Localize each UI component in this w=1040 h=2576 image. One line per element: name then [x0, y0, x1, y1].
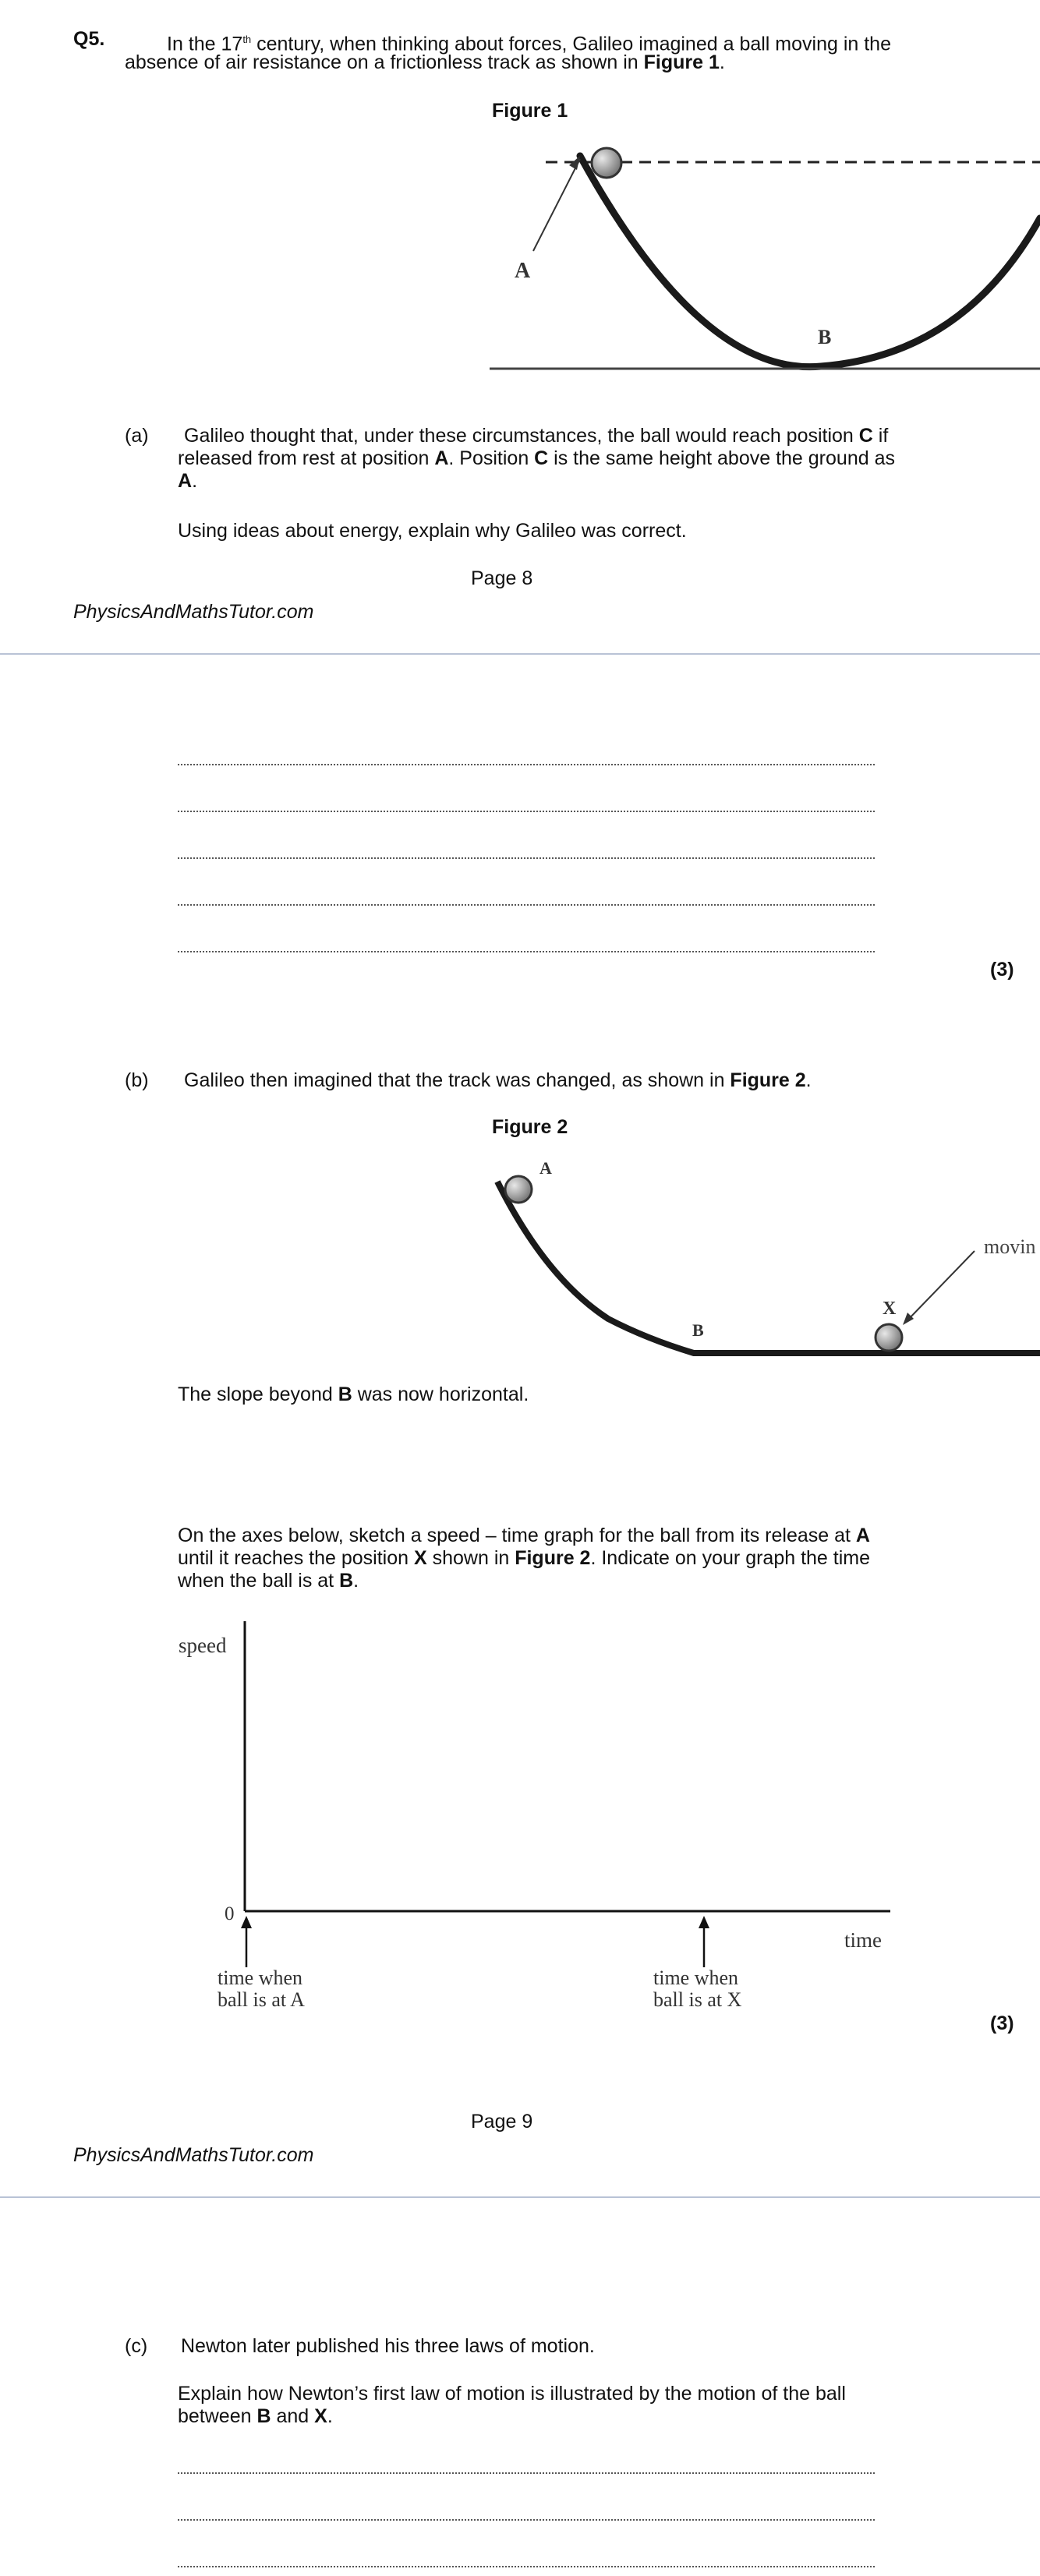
part-b-instruction-line1: On the axes below, sketch a speed – time graph for the ball from its release at A [178, 1525, 870, 1546]
figure2-title: Figure 2 [492, 1116, 568, 1138]
part-c-line2: Explain how Newton’s first law of motion is illustrated by the motion of the ball [178, 2383, 846, 2405]
footer-site-8: PhysicsAndMathsTutor.com [73, 601, 314, 623]
page-number-9: Page 9 [471, 2111, 533, 2133]
part-b-line1: Galileo then imagined that the track was changed, as shown in Figure 2. [184, 1069, 812, 1091]
figure1-label-b: B [818, 326, 832, 348]
x-axis-label: time [844, 1928, 882, 1952]
part-a-instruction: Using ideas about energy, explain why Galileo was correct. [178, 520, 687, 542]
figure2-label-b: B [692, 1320, 704, 1340]
figure1-ball [592, 148, 621, 178]
answer-line[interactable] [178, 904, 875, 906]
figure2-label-a: A [539, 1158, 552, 1178]
figure2-moving-label: movin [984, 1235, 1036, 1258]
part-b-marks: (3) [990, 2012, 1014, 2034]
question-number: Q5. [73, 28, 105, 50]
figure1-title: Figure 1 [492, 100, 568, 122]
answer-line[interactable] [178, 2472, 875, 2474]
marker-arrow-a-head [241, 1916, 252, 1928]
part-b-instruction-line2: until it reaches the position X shown in Figure 2. Indicate on your graph the time [178, 1547, 871, 1569]
part-c-line1: Newton later published his three laws of motion. [181, 2335, 595, 2357]
answer-line[interactable] [178, 951, 875, 952]
footer-site-9: PhysicsAndMathsTutor.com [73, 2144, 314, 2166]
figure2-ball-at-x [876, 1324, 902, 1351]
part-a-line1: Galileo thought that, under these circumstances, the ball would reach position C if [184, 425, 889, 447]
marker-arrow-x-head [699, 1916, 709, 1928]
answer-line[interactable] [178, 811, 875, 812]
page-divider [0, 2196, 1040, 2198]
part-a-marks: (3) [990, 959, 1014, 981]
answer-line[interactable] [178, 764, 875, 765]
speed-time-axes[interactable] [0, 1606, 1040, 2042]
part-b-slope-text: The slope beyond B was now horizontal. [178, 1383, 529, 1405]
page-divider [0, 653, 1040, 655]
figure1-track [580, 156, 1040, 367]
answer-line[interactable] [178, 2566, 875, 2567]
figure2-diagram [0, 1138, 1040, 1372]
answer-line[interactable] [178, 2519, 875, 2521]
y-axis-label: speed [179, 1634, 227, 1657]
figure1-diagram [0, 0, 1040, 390]
page-number-8: Page 8 [471, 567, 533, 589]
figure1-label-a: A [515, 259, 531, 283]
part-c-line3: between B and X. [178, 2405, 333, 2427]
part-b-label: (b) [125, 1069, 149, 1091]
part-a-line2: released from rest at position A. Position C is the same height above the ground as [178, 447, 895, 469]
part-a-line3: A. [178, 470, 198, 492]
figure1-pointer-a [533, 159, 580, 251]
figure2-ball-at-a [505, 1176, 532, 1203]
question-intro-line2: absence of air resistance on a frictionless track as shown in Figure 1. [125, 51, 725, 73]
part-c-label: (c) [125, 2335, 148, 2357]
question-intro-line1: In the 17th century, when thinking about forces, Galileo imagined a ball moving in the [167, 33, 891, 55]
part-b-instruction-line3: when the ball is at B. [178, 1570, 359, 1592]
part-a-label: (a) [125, 425, 149, 447]
origin-label: 0 [225, 1903, 235, 1924]
figure2-label-x: X [883, 1299, 897, 1319]
figure2-pointer-x [906, 1251, 975, 1322]
answer-line[interactable] [178, 857, 875, 859]
marker-label-a: time when ball is at A [218, 1966, 305, 2011]
marker-label-x: time when ball is at X [653, 1966, 742, 2011]
